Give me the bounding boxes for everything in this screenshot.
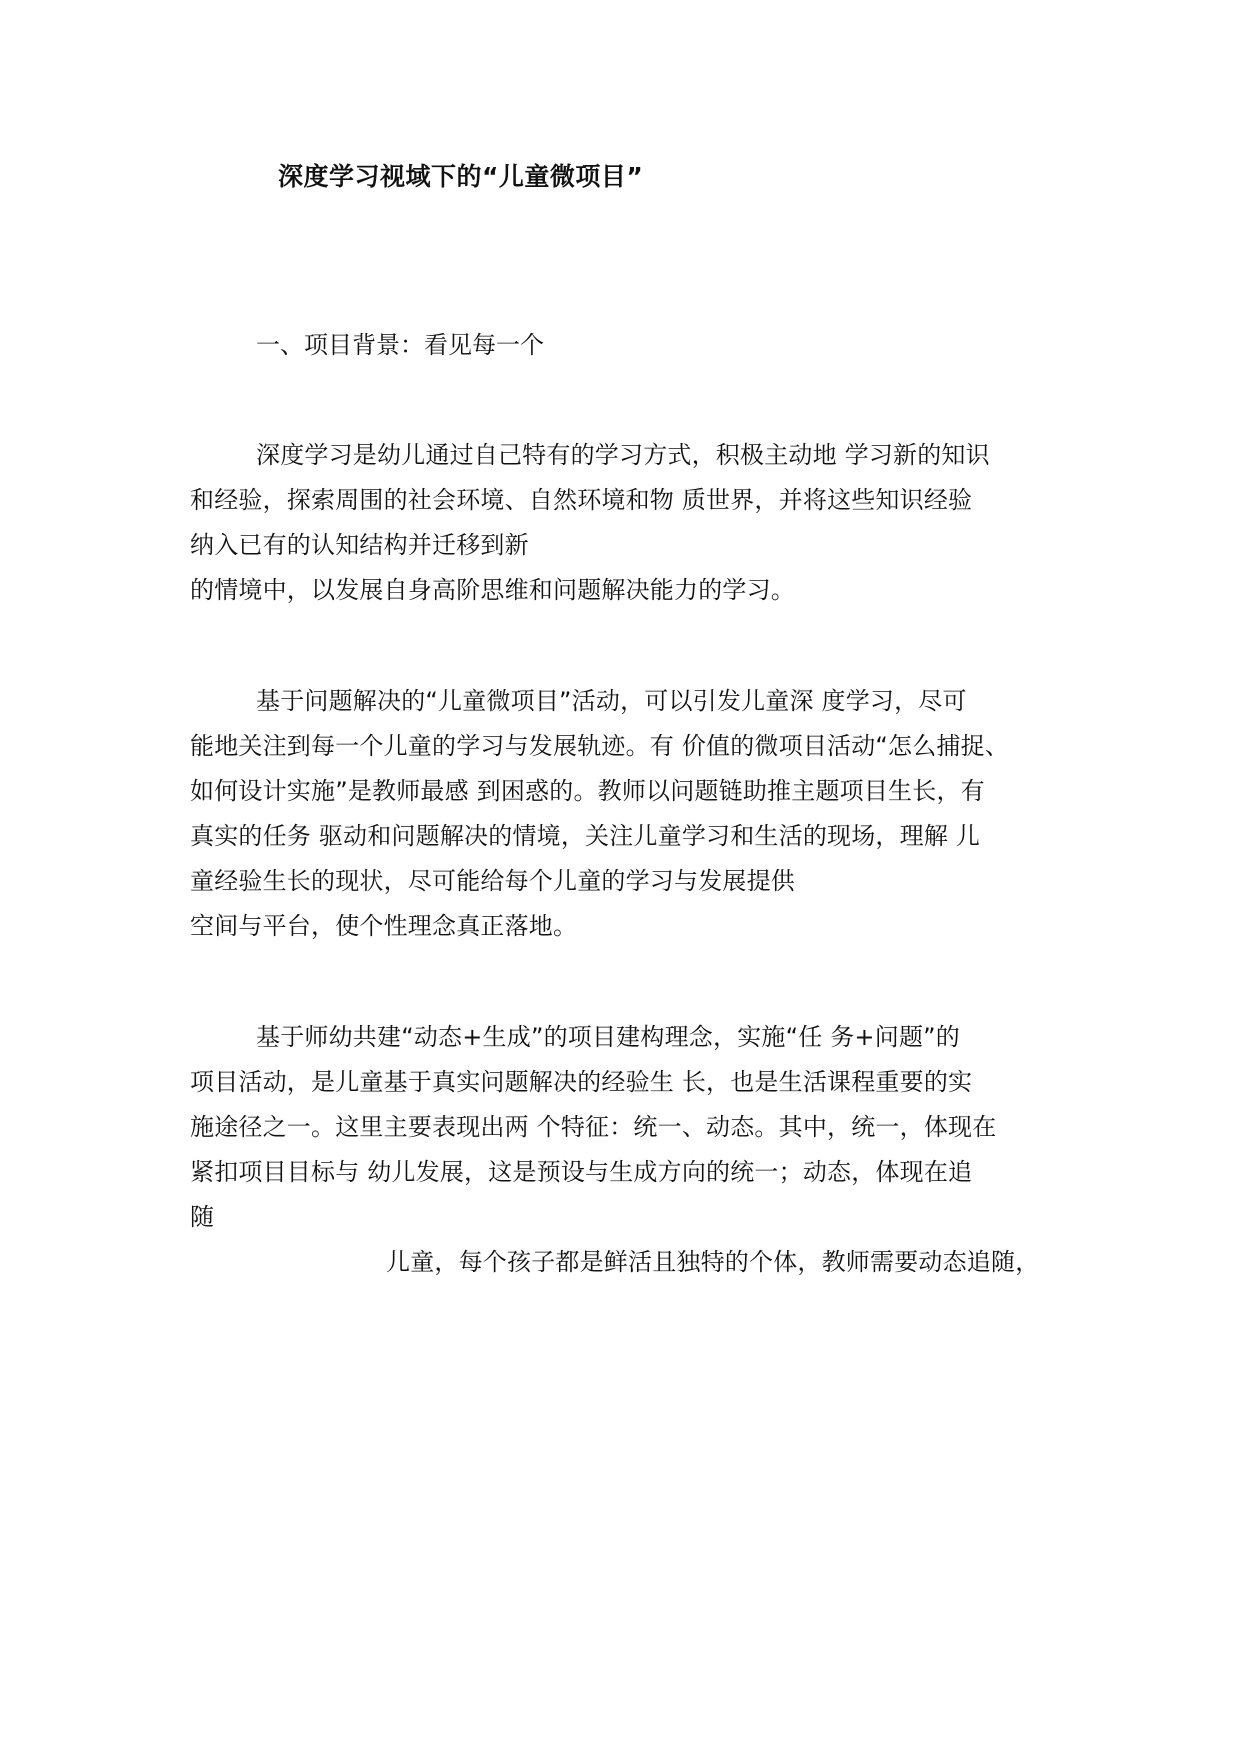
paragraph-line: 童经验生长的现状，尽可能给每个儿童的学习与发展提供 [190, 867, 795, 895]
paragraph-line: 如何设计实施”是教师最感 到困惑的。教师以问题链助推主题项目生长，有 [190, 777, 985, 805]
paragraph-line: 随 [190, 1203, 215, 1231]
document-title: 深度学习视域下的“儿童微项目” [278, 162, 644, 191]
paragraph-line: 基于师幼共建“动态+生成”的项目建构理念，实施“任 务+问题”的 [256, 1023, 960, 1051]
paragraph-line: 基于问题解决的“儿童微项目”活动，可以引发儿童深 度学习，尽可 [256, 687, 967, 715]
paragraph-line: 儿童，每个孩子都是鲜活且独特的个体，教师需要动态追随， [386, 1248, 1040, 1276]
paragraph-line: 和经验，探索周围的社会环境、自然环境和物 质世界，并将这些知识经验 [190, 486, 973, 514]
paragraph-3 [190, 1015, 1060, 1285]
paragraph-line: 施途径之一。这里主要表现出两 个特征：统一、动态。其中，统一，体现在 [190, 1113, 997, 1141]
section-heading: 一、项目背景：看见每一个 [256, 331, 544, 359]
paragraph-line: 深度学习是幼儿通过自己特有的学习方式，积极主动地 学习新的知识 [256, 441, 990, 469]
paragraph-line: 紧扣项目目标与 幼儿发展，这是预设与生成方向的统一；动态，体现在追 [190, 1158, 973, 1186]
paragraph-line: 空间与平台，使个性理念真正落地。 [190, 912, 578, 940]
paragraph-line: 能地关注到每一个儿童的学习与发展轨迹。有 价值的微项目活动“怎么捕捉、 [190, 732, 1010, 760]
paragraph-line: 的情境中，以发展自身高阶思维和问题解决能力的学习。 [190, 576, 795, 604]
paragraph-1 [190, 433, 1060, 613]
paragraph-2 [190, 679, 1060, 949]
paragraph-line: 项目活动，是儿童基于真实问题解决的经验生 长，也是生活课程重要的实 [190, 1068, 973, 1096]
paragraph-line: 真实的任务 驱动和问题解决的情境，关注儿童学习和生活的现场，理解 儿 [190, 822, 981, 850]
paragraph-line: 纳入已有的认知结构并迁移到新 [190, 531, 529, 559]
